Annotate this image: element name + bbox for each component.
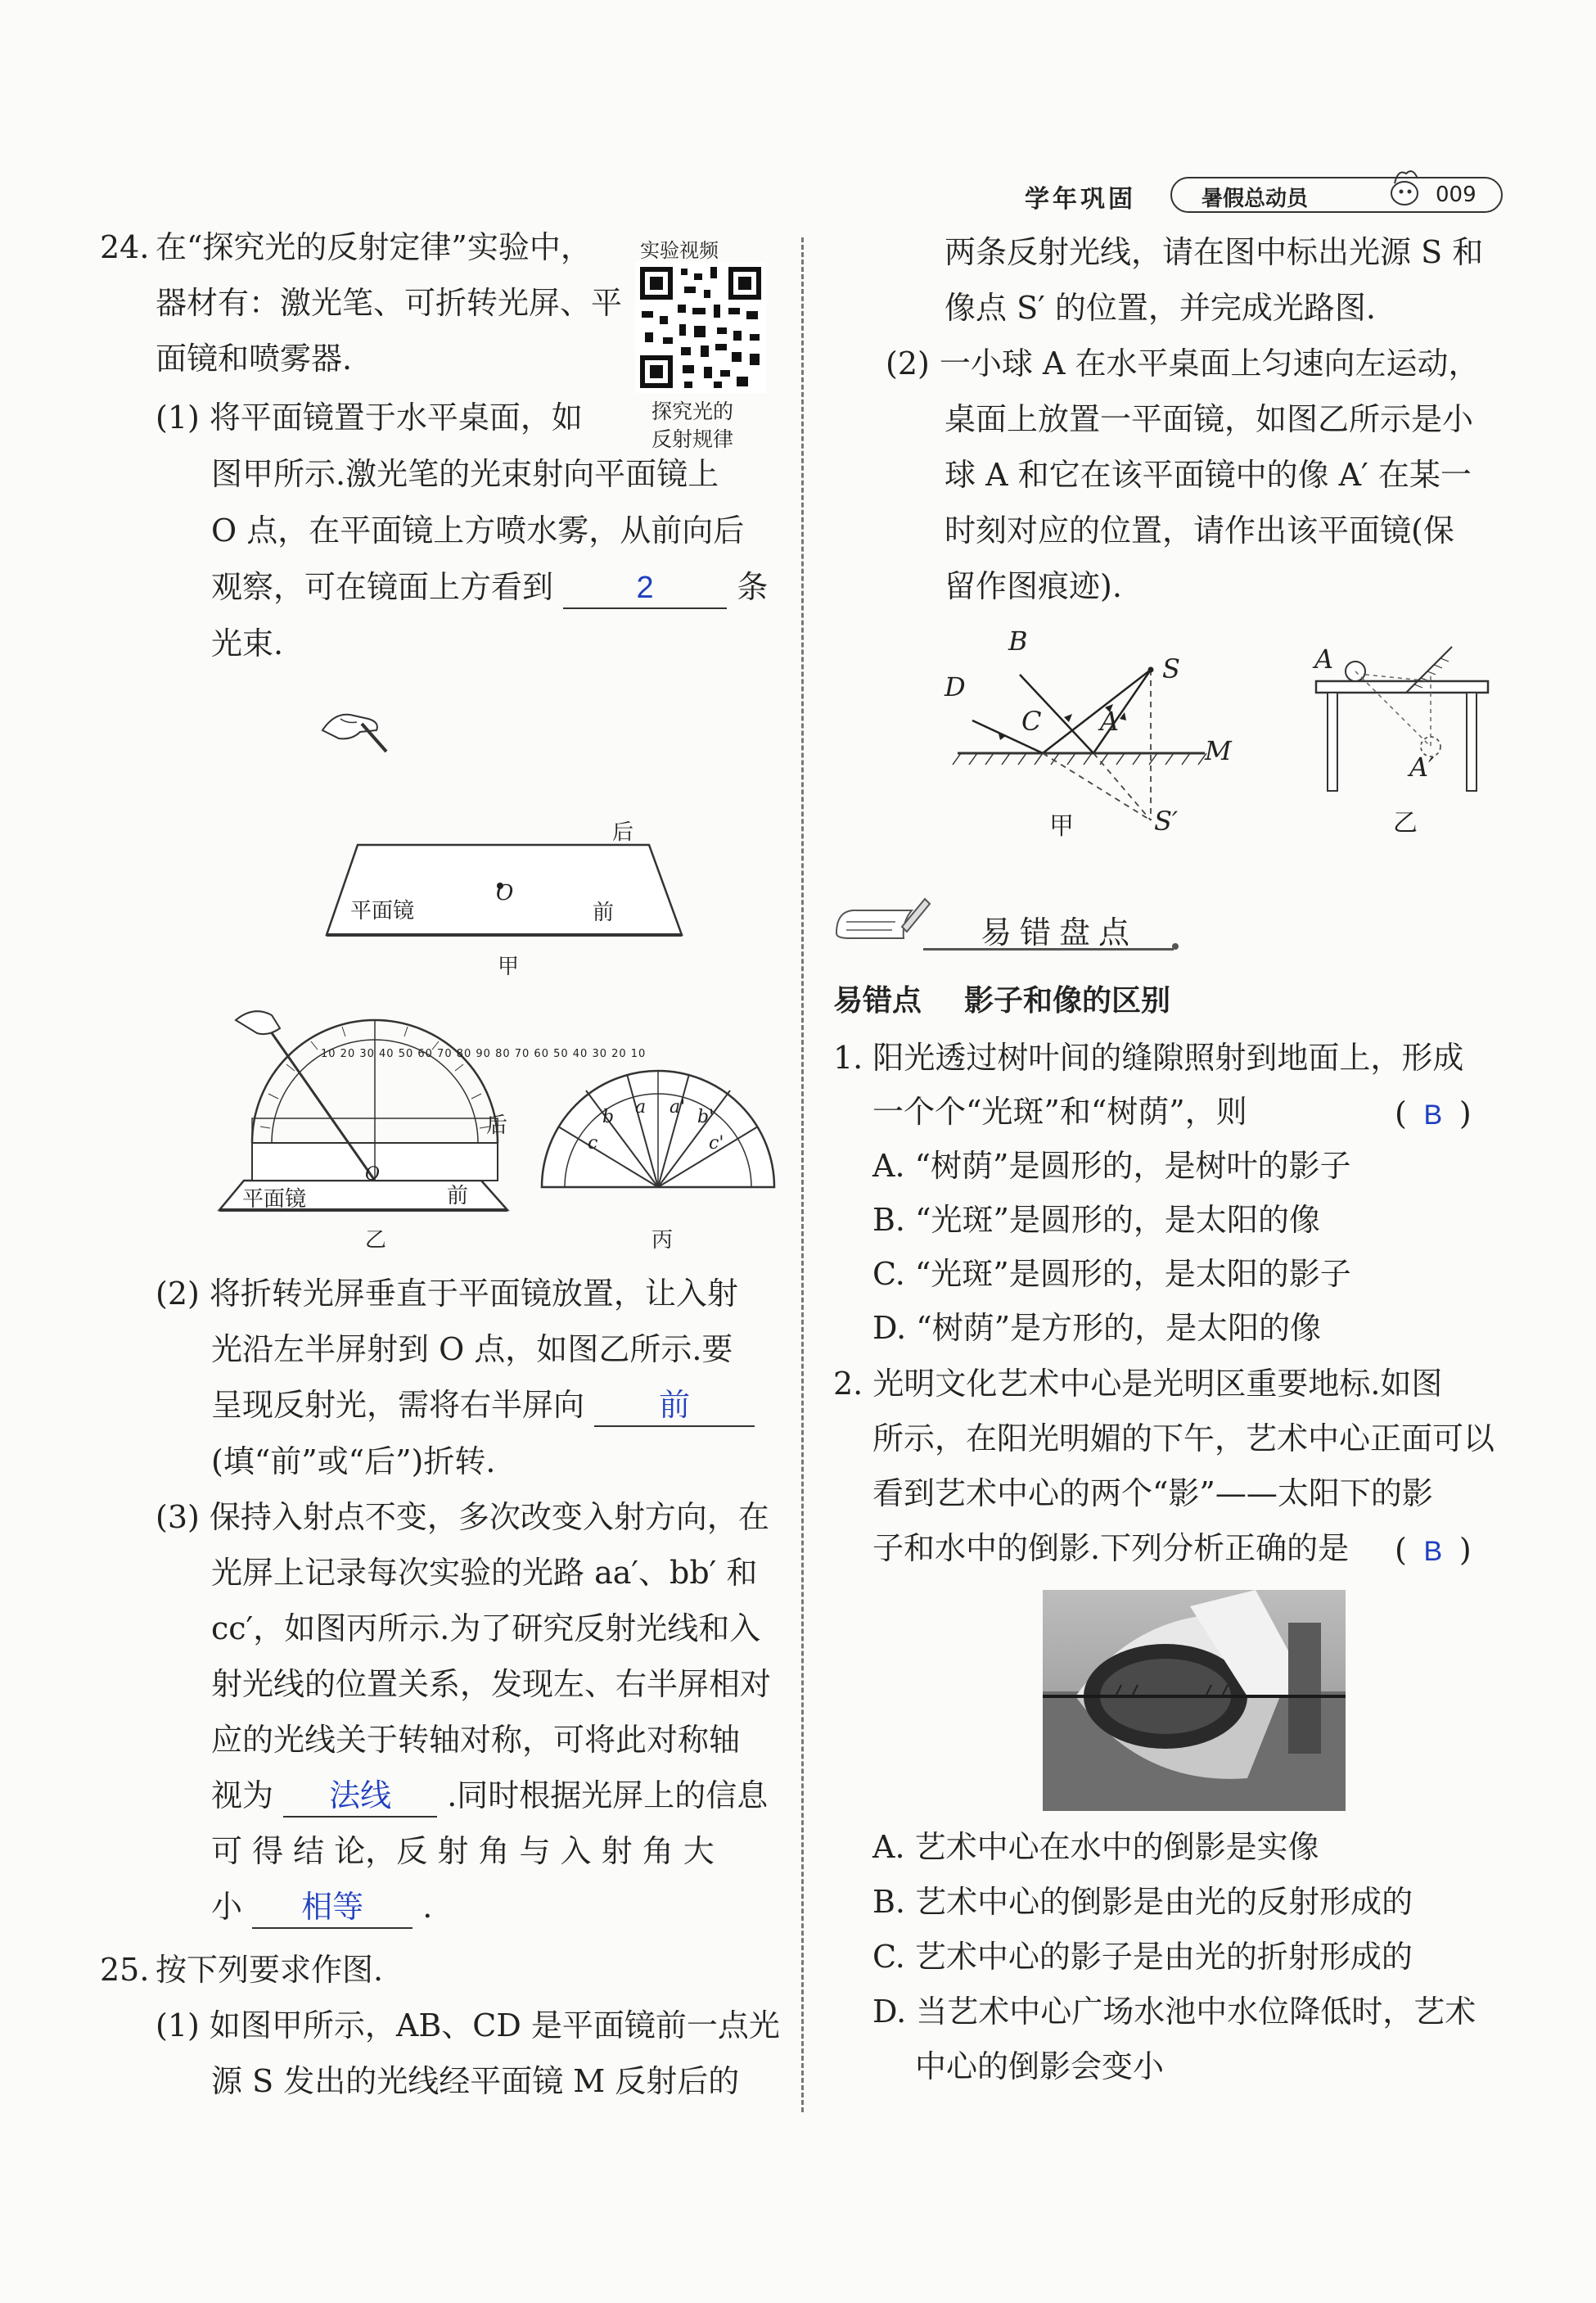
q24-p2-line-1: (2) 将折转光屏垂直于平面镜放置，让入射 [156,1276,738,1312]
q25-p1-line-2: 源 S 发出的光线经平面镜 M 反射后的 [211,2063,740,2099]
fig-q25-yi-label-A: A [1314,643,1334,675]
fig-bing-ray-b: b [602,1107,615,1127]
header-series-badge [1170,177,1503,213]
q24-stem-line-1: 在“探究光的反射定律”实验中， [156,229,592,265]
q25-number: 25. [100,1952,150,1988]
q24-p3-line-3: cc′，如图丙所示.为了研究反射光线和入 [211,1610,761,1646]
q24-p3-line-4: 射光线的位置关系，发现左、右半屏相对 [211,1666,772,1702]
e2-stem-line-4: 子和水中的倒影.下列分析正确的是 [872,1530,1350,1566]
e1-stem-line-1: 1. 阳光透过树叶间的缝隙照射到地面上，形成 [833,1040,1464,1076]
qr-title: 实验视频 [640,239,719,262]
error-point-label: 易错点 [833,984,922,1018]
column-divider [801,237,804,2112]
fig-bing-ray-a: a [635,1097,647,1118]
q24-stem-line-3: 面镜和喷雾器. [156,341,353,377]
q25-p2-line-5: 留作图痕迹). [945,568,1122,604]
e2-option-c[interactable]: C. 艺术中心的影子是由光的折射形成的 [872,1939,1413,1975]
qr-caption-2: 反射规律 [651,427,734,451]
e2-stem-line-3: 看到艺术中心的两个“影”——太阳下的影 [872,1475,1433,1511]
fig-bing-ray-b-prime: b' [697,1107,715,1127]
q24-p1-after: 条 [737,569,769,605]
header-series: 暑假总动员 [1202,187,1309,211]
qr-code-icon[interactable] [635,262,766,393]
e1-option-a[interactable]: A. “树荫”是圆形的，是树叶的影子 [872,1148,1351,1184]
q24-p1-line-4-text: 观察，可在镜面上方看到 [211,569,554,605]
e1-stem-line-2: 一个个“光斑”和“树荫”，则 [872,1094,1247,1130]
q24-p2-last: (填“前”或“后”)折转. [211,1443,496,1479]
e2-answer[interactable]: B [1423,1536,1443,1567]
fig-bing-ray-a-prime: a' [670,1097,686,1118]
header-title: 学年巩固 [1025,185,1136,214]
fig-jia-back-label: 后 [612,820,634,845]
fig-q25-label-B: B [1008,625,1028,657]
q24-p3-post2: . [422,1889,433,1925]
e1-answer[interactable]: B [1423,1100,1443,1131]
q24-p3-line-8 [211,1879,432,1935]
fig-q25-label-A: A [1100,706,1120,737]
q24-p3-line-7: 可 得 结 论，反 射 角 与 入 射 角 大 [211,1833,715,1869]
error-point-title: 影子和像的区别 [964,984,1171,1018]
fig-yi-back-label: 后 [486,1113,508,1138]
page-number: 009 [1436,183,1477,207]
q25-p2-line-3: 球 A 和它在该平面镜中的像 A′ 在某一 [945,457,1472,493]
q24-p1-line-3: O 点，在平面镜上方喷水雾，从前向后 [211,513,745,549]
e2-stem-line-1: 2. 光明文化艺术中心是光明区重要地标.如图 [833,1366,1443,1402]
q24-p1-line-4 [211,559,768,615]
fig-bing-ray-c-prime: c' [709,1133,724,1154]
q24-p3-post1: .同时根据光屏上的信息 [447,1777,769,1813]
fig-q25-yi-label-A-prime: A′ [1409,752,1435,783]
q24-p3-line-2: 光屏上记录每次实验的光路 aa′、bb′ 和 [211,1555,758,1591]
mascot-icon [1377,164,1434,214]
e1-option-b[interactable]: B. “光斑”是圆形的，是太阳的像 [872,1202,1320,1238]
q25-p1-line-3: 两条反射光线，请在图中标出光源 S 和 [945,234,1484,270]
q24-p2-line-2: 光沿左半屏射到 O 点，如图乙所示.要 [211,1331,733,1367]
e2-option-d[interactable]: D. 当艺术中心广场水池中水位降低时，艺术 [872,1994,1477,2030]
fig-jia-point-label: O [496,881,514,905]
fig-q25-jia-caption: 甲 [1049,812,1074,841]
fig-yi-point-label: O [365,1164,381,1185]
q24-p3-pre2: 小 [211,1889,243,1925]
fig-yi-front-label: 前 [447,1184,469,1208]
q24-p1-last: 光束. [211,625,284,662]
q24-number: 24. [100,229,150,265]
q24-p2-line-3 [211,1377,755,1433]
fig-yi-mirror-label: 平面镜 [242,1187,307,1212]
q24-p2-answer[interactable]: 前 [594,1386,755,1427]
fig-q25-label-S: S [1162,653,1180,684]
section-title-underline [923,948,1174,951]
fig-q25-label-M: M [1205,735,1232,766]
q24-p1-answer[interactable]: 2 [563,568,727,609]
e2-answer-bracket: ( B ) [1395,1522,1472,1579]
q25-p2-line-1: (2) 一小球 A 在水平桌面上匀速向左运动， [886,345,1480,382]
notebook-pen-icon [833,892,931,958]
fig-q25-label-D: D [945,671,966,702]
figure-q25-yi-table [1308,643,1496,799]
laser-hand-icon [311,694,393,760]
q25-stem: 按下列要求作图. [156,1952,384,1988]
q25-p1-line-4: 像点 S′ 的位置，并完成光路图. [945,290,1376,326]
q24-p1-line-1: (1) 将平面镜置于水平桌面，如 [156,400,583,436]
section-title: 易错盘点 [981,914,1138,951]
q25-p1-line-1: (1) 如图甲所示，AB、CD 是平面镜前一点光 [156,2007,780,2043]
fig-q25-label-S-prime: S′ [1154,806,1179,837]
q24-p1-line-2: 图甲所示.激光笔的光束射向平面镜上 [211,456,719,492]
e1-answer-bracket: ( B ) [1395,1086,1472,1143]
q24-p3-line-1: (3) 保持入射点不变，多次改变入射方向，在 [156,1499,769,1535]
fig-yi-caption: 乙 [365,1228,387,1253]
q24-p3-answer-2[interactable]: 相等 [252,1888,413,1929]
q25-p2-line-2: 桌面上放置一平面镜，如图乙所示是小 [945,401,1474,437]
e1-option-d[interactable]: D. “树荫”是方形的，是太阳的像 [872,1310,1322,1346]
q25-p2-line-4: 时刻对应的位置，请作出该平面镜(保 [945,513,1454,549]
section-title-dot [1172,943,1179,950]
q24-p3-pre1: 视为 [211,1777,274,1813]
fig-yi-ticks: 10 20 30 40 50 60 70 80 90 80 70 60 50 40 30 20 10 [321,1048,647,1060]
e2-option-d-cont: 中心的倒影会变小 [915,2048,1165,2084]
fig-bing-caption: 丙 [651,1228,674,1253]
e2-option-a[interactable]: A. 艺术中心在水中的倒影是实像 [872,1829,1319,1865]
e2-stem-line-2: 所示，在阳光明媚的下午，艺术中心正面可以 [872,1420,1495,1456]
q24-stem-line-2: 器材有：激光笔、可折转光屏、平 [156,285,623,321]
q24-p3-line-5: 应的光线关于转轴对称，可将此对称轴 [211,1722,741,1758]
fig-jia-mirror-label: 平面镜 [350,899,415,923]
fig-jia-front-label: 前 [593,901,615,925]
e2-option-b[interactable]: B. 艺术中心的倒影是由光的反射形成的 [872,1884,1413,1920]
fig-jia-caption: 甲 [498,955,520,979]
fig-q25-yi-caption: 乙 [1393,809,1418,838]
e1-option-c[interactable]: C. “光斑”是圆形的，是太阳的影子 [872,1256,1351,1292]
q24-p3-line-6 [211,1768,768,1823]
fig-bing-ray-c: c [588,1133,598,1154]
qr-caption-1: 探究光的 [651,400,734,423]
q24-p2-line-3-text: 呈现反射光，需将右半屏向 [211,1387,585,1423]
art-center-photo [1043,1590,1346,1811]
fig-q25-label-C: C [1021,706,1042,737]
q24-p3-answer-1[interactable]: 法线 [283,1777,437,1818]
figure-bing-protractor [535,1048,781,1212]
